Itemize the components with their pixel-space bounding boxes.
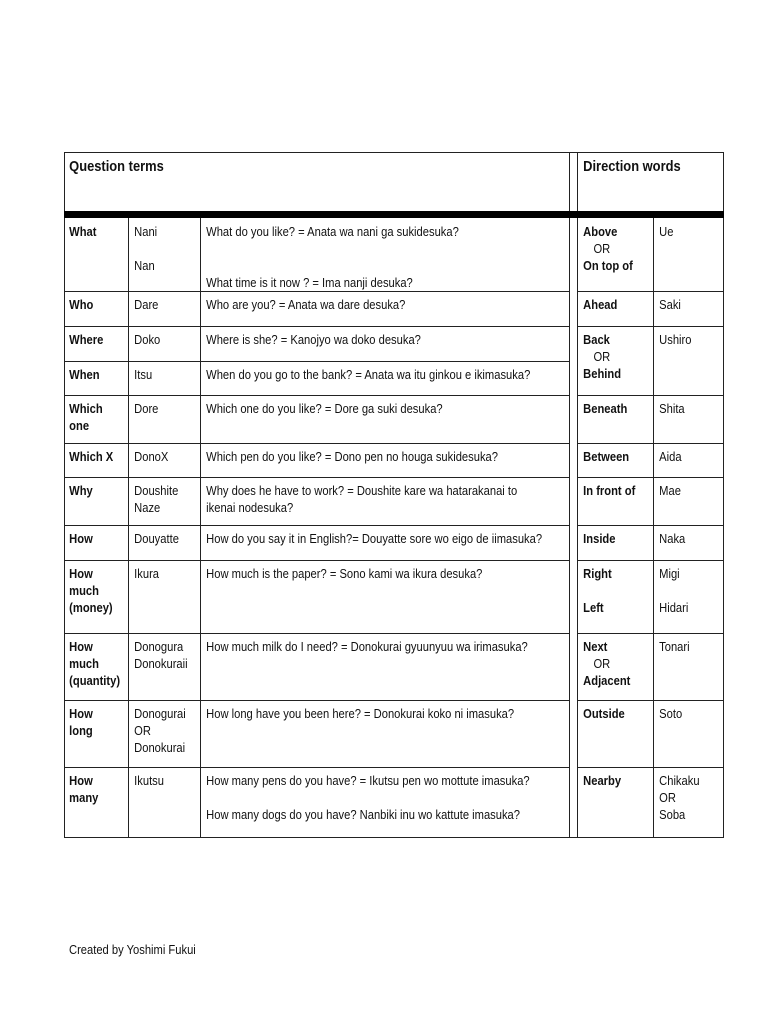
question-japanese: Donogurai OR Donokurai xyxy=(134,706,186,755)
question-terms-header: Question terms xyxy=(69,158,164,175)
question-term: How xyxy=(69,531,93,546)
direction-japanese: Naka xyxy=(659,531,686,546)
question-term: Where xyxy=(69,332,104,347)
question-example: Which one do you like? = Dore ga suki desuka? xyxy=(206,401,443,416)
question-example: What do you like? = Anata wa nani ga sukidesuka? What time is it now ? = Ima nanji desuka? xyxy=(206,224,459,290)
direction-word: Right Left xyxy=(583,566,612,615)
direction-word: Inside xyxy=(583,531,616,546)
direction-japanese: Mae xyxy=(659,483,681,498)
question-japanese: Donogura Donokuraii xyxy=(134,639,188,671)
direction-japanese: Tonari xyxy=(659,639,690,654)
question-term: How long xyxy=(69,706,93,738)
question-example: How many pens do you have? = Ikutsu pen wo mottute imasuka? How many dogs do you have? Nanbiki inu wo kattute imasuka? xyxy=(206,773,530,822)
direction-japanese: Aida xyxy=(659,449,682,464)
question-term: Which X xyxy=(69,449,114,464)
direction-word: Nearby xyxy=(583,773,622,788)
direction-word: Ahead xyxy=(583,297,618,312)
direction-word: Next OR Adjacent xyxy=(583,639,631,688)
direction-japanese: Soto xyxy=(659,706,683,721)
question-term: When xyxy=(69,367,100,382)
question-japanese: Douyatte xyxy=(134,531,179,546)
question-example: How much is the paper? = Sono kami wa ikura desuka? xyxy=(206,566,483,581)
question-example: How do you say it in English?= Douyatte sore wo eigo de iimasuka? xyxy=(206,531,543,546)
direction-words-header: Direction words xyxy=(583,158,681,175)
question-term: Which one xyxy=(69,401,103,433)
question-term: Who xyxy=(69,297,94,312)
direction-japanese: Ushiro xyxy=(659,332,692,347)
footer-credit: Created by Yoshimi Fukui xyxy=(69,942,196,957)
direction-word: In front of xyxy=(583,483,636,498)
direction-word: Back OR Behind xyxy=(583,332,622,381)
question-example: Where is she? = Kanojyo wa doko desuka? xyxy=(206,332,421,347)
direction-japanese: Shita xyxy=(659,401,685,416)
direction-japanese: Chikaku OR Soba xyxy=(659,773,700,822)
direction-japanese: Saki xyxy=(659,297,681,312)
question-term: How many xyxy=(69,773,99,805)
question-example: Why does he have to work? = Doushite kare wa hatarakanai to ikenai nodesuka? xyxy=(206,483,518,515)
question-term: How much (quantity) xyxy=(69,639,121,688)
question-japanese: DonoX xyxy=(134,449,169,464)
question-example: Which pen do you like? = Dono pen no houga sukidesuka? xyxy=(206,449,498,464)
question-term: How much (money) xyxy=(69,566,113,615)
direction-word: Above OR On top of xyxy=(583,224,633,273)
question-japanese: Itsu xyxy=(134,367,153,382)
question-japanese: Doko xyxy=(134,332,161,347)
direction-word: Beneath xyxy=(583,401,628,416)
direction-japanese: Ue xyxy=(659,224,674,239)
question-example: How long have you been here? = Donokurai koko ni imasuka? xyxy=(206,706,515,721)
question-japanese: Dore xyxy=(134,401,159,416)
direction-word: Between xyxy=(583,449,630,464)
question-example: Who are you? = Anata wa dare desuka? xyxy=(206,297,406,312)
direction-japanese: Migi Hidari xyxy=(659,566,689,615)
question-japanese: Ikura xyxy=(134,566,160,581)
question-japanese: Dare xyxy=(134,297,159,312)
question-example: How much milk do I need? = Donokurai gyuunyuu wa irimasuka? xyxy=(206,639,528,654)
question-japanese: Nani Nan xyxy=(134,224,158,273)
direction-word: Outside xyxy=(583,706,625,721)
question-japanese: Ikutsu xyxy=(134,773,164,788)
question-example: When do you go to the bank? = Anata wa itu ginkou e ikimasuka? xyxy=(206,367,531,382)
question-japanese: Doushite Naze xyxy=(134,483,179,515)
question-term: What xyxy=(69,224,97,239)
question-term: Why xyxy=(69,483,93,498)
